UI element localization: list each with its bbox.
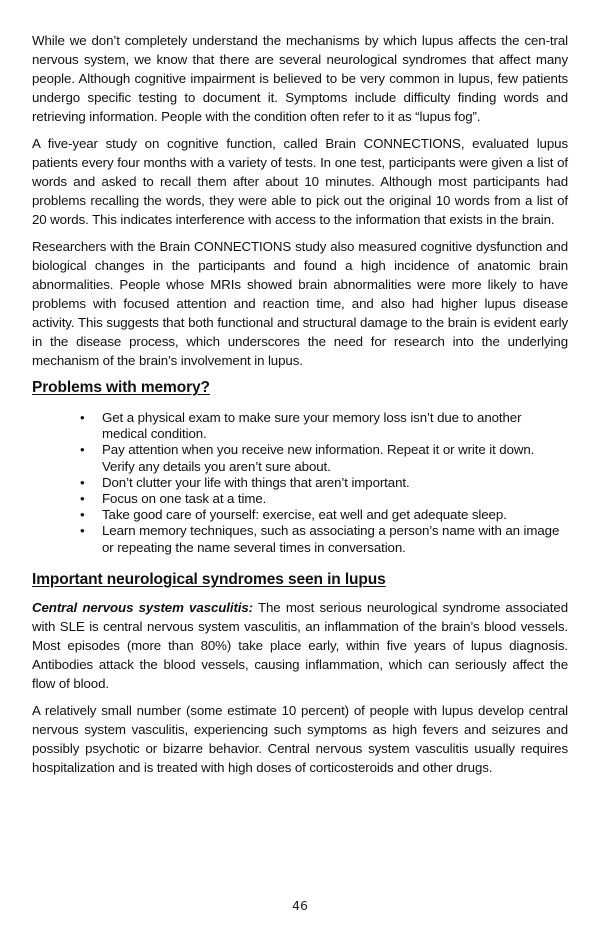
memory-tip-item bbox=[80, 475, 568, 491]
memory-tip-text: Learn memory techniques, such as associating a person’s name with an image or repeating the name several times in conversation. bbox=[102, 523, 560, 555]
memory-tips-list bbox=[32, 410, 568, 556]
page-number: 46 bbox=[292, 898, 308, 913]
cns-vasculitis-term: Central nervous system vasculitis: bbox=[32, 599, 253, 615]
memory-tip-text: Pay attention when you receive new information. Repeat it or write it down. Verify any details you aren’t sure about. bbox=[102, 442, 535, 474]
memory-tip-text: Focus on one task at a time. bbox=[102, 491, 267, 507]
heading-neurological-syndromes: Important neurological syndromes seen in lupus bbox=[32, 570, 386, 588]
memory-tip-text: Get a physical exam to make sure your memory loss isn’t due to another medical condition. bbox=[102, 410, 522, 442]
intro-paragraph-1: While we don’t completely understand the mechanisms by which lupus affects the cen-tral nervous system, we know that there are several neurological syndromes that affect many people. Although cognitive impairment is believed to be very common in lupus, few patients undergo specific testing to document it. Symptoms include difficulty finding words and retrieving information. People with the condition often refer to it as “lupus fog”. bbox=[32, 33, 568, 124]
memory-tip-item bbox=[80, 491, 568, 507]
memory-tip-item bbox=[80, 523, 568, 555]
memory-tip-text: Don’t clutter your life with things that aren’t important. bbox=[102, 474, 410, 490]
memory-tip-item bbox=[80, 507, 568, 523]
intro-paragraph-2-brain-connections-study: A five-year study on cognitive function, called Brain CONNECTIONS, evaluated lupus patients every four months with a variety of tests. In one test, participants were given a list of words and asked to recall them after about 10 minutes. Although most participants had problems recalling the words, they were able to pick out the original 10 words from a list of 20 words. This indicates interference with access to the information that exists in the brain. bbox=[32, 136, 568, 227]
memory-tip-text: Take good care of yourself: exercise, eat well and get adequate sleep. bbox=[102, 507, 507, 523]
cns-vasculitis-paragraph bbox=[32, 598, 568, 693]
document-page bbox=[32, 31, 568, 785]
memory-tip-item bbox=[80, 410, 568, 442]
bullet-icon: • bbox=[80, 442, 85, 458]
bullet-icon: • bbox=[80, 410, 85, 425]
memory-tip-item bbox=[80, 442, 568, 474]
bullet-icon: • bbox=[80, 507, 85, 523]
bullet-icon: • bbox=[80, 523, 85, 539]
heading-problems-with-memory: Problems with memory? bbox=[32, 379, 210, 396]
bullet-icon: • bbox=[80, 491, 85, 507]
cns-vasculitis-text: The most serious neurological syndrome associated with SLE is central nervous system vasculitis, an inflammation of the brain’s blood vessels. Most episodes (more than 80%) take place early, within five years of lupus diagnosis. Antibodies attack the blood vessels, causing inflammation, which can seriously affect the flow of blood. bbox=[32, 599, 568, 691]
intro-paragraph-3-brain-abnormalities: Researchers with the Brain CONNECTIONS study also measured cognitive dysfunction and biological changes in the participants and found a high incidence of anatomic brain abnormalities. People whose MRIs showed brain abnormalities were more likely to have problems with focused attention and reaction time, and also had higher lupus disease activity. This suggests that both functional and structural damage to the brain is evident early in the disease process, which underscores the need for research into the underlying mechanism of the brain’s involvement in lupus. bbox=[32, 239, 568, 368]
bullet-icon: • bbox=[80, 474, 85, 490]
cns-vasculitis-prevalence-paragraph: A relatively small number (some estimate 10 percent) of people with lupus develop central nervous system vasculitis, experiencing such symptoms as high fevers and seizures and possibly psychotic or bizarre behavior. Central nervous system vasculitis usually requires hospitalization and is treated with high doses of corticosteroids and other drugs. bbox=[32, 702, 568, 775]
